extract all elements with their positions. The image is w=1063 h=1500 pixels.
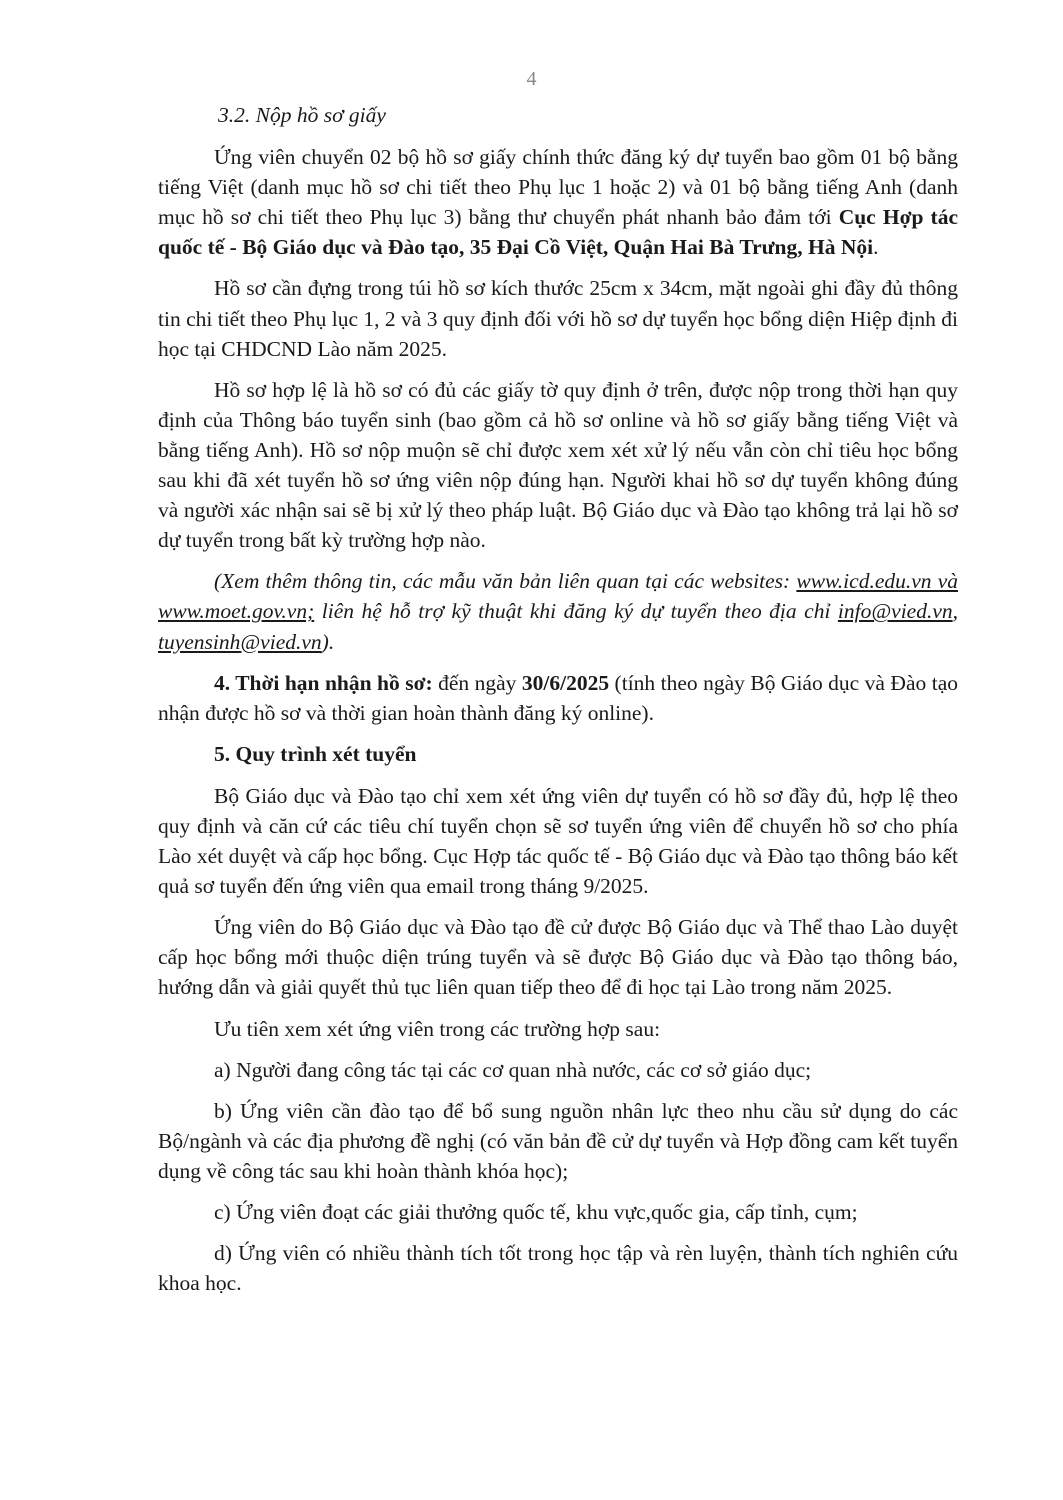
priority-item-b: b) Ứng viên cần đào tạo để bổ sung nguồn nhân lực theo nhu cầu sử dụng do các Bộ/ngành và các địa phương đề nghị (có văn bản đề cử dự tuyển và Hợp đồng cam kết tuyển dụng về công tác sau khi hoàn thành khóa học); xyxy=(158,1098,958,1183)
email-tuyensinh-link[interactable]: tuyensinh@vied.vn xyxy=(158,629,322,654)
page-number: 4 xyxy=(526,68,537,90)
document-body xyxy=(158,100,958,1309)
section-4-deadline: 4. Thời hạn nhận hồ sơ: đến ngày 30/6/2025 (tính theo ngày Bộ Giáo dục và Đào tạo nhận được hồ sơ và thời gian hoàn thành đăng ký online). xyxy=(158,670,958,725)
section-3-2-heading: 3.2. Nộp hồ sơ giấy xyxy=(218,103,386,127)
priority-item-c: c) Ứng viên đoạt các giải thưởng quốc tế, khu vực,quốc gia, cấp tỉnh, cụm; xyxy=(214,1200,858,1224)
section-4-label: 4. Thời hạn nhận hồ sơ: xyxy=(214,670,433,695)
paragraph-valid-dossier: Hồ sơ hợp lệ là hồ sơ có đủ các giấy tờ quy định ở trên, được nộp trong thời hạn quy định của Thông báo tuyển sinh (bao gồm cả hồ sơ online và hồ sơ giấy bằng tiếng Việt và bằng tiếng Anh). Hồ sơ nộp muộn sẽ chỉ được xem xét xử lý nếu vẫn còn chỉ tiêu học bổng sau khi đã xét tuyển hồ sơ ứng viên nộp đúng hạn. Người khai hồ sơ dự tuyển không đúng và người xác nhận sai sẽ bị xử lý theo pháp luật. Bộ Giáo dục và Đào tạo không trả lại hồ sơ dự tuyển trong bất kỳ trường hợp nào. xyxy=(158,377,958,553)
deadline-date: 30/6/2025 xyxy=(521,670,610,695)
submission-address: Cục Hợp tác quốc tế - Bộ Giáo dục và Đào tạo, 35 Đại Cồ Việt, Quận Hai Bà Trưng, Hà Nội xyxy=(158,205,958,260)
paragraph-priority-intro: Ưu tiên xem xét ứng viên trong các trường hợp sau: xyxy=(214,1016,661,1041)
paragraph-more-info: (Xem thêm thông tin, các mẫu văn bản liên quan tại các websites: www.icd.edu.vn và www.moet.gov.vn; liên hệ hỗ trợ kỹ thuật khi đăng ký dự tuyển theo địa chỉ info@vied.vn, tuyensinh@vied.vn). xyxy=(158,569,958,654)
email-info-link[interactable]: info@vied.vn xyxy=(837,599,953,624)
paragraph-paper-submission: Ứng viên chuyển 02 bộ hồ sơ giấy chính thức đăng ký dự tuyển bao gồm 01 bộ bằng tiếng Việt (danh mục hồ sơ chi tiết theo Phụ lục 1 hoặc 2) và 01 bộ bằng tiếng Anh (danh mục hồ sơ chi tiết theo Phụ lục 3) bằng thư chuyển phát nhanh bảo đảm tới Cục Hợp tác quốc tế - Bộ Giáo dục và Đào tạo, 35 Đại Cồ Việt, Quận Hai Bà Trưng, Hà Nội. xyxy=(158,145,958,260)
websites-link[interactable]: www.icd.edu.vn và www.moet.gov.vn; xyxy=(158,569,958,624)
paragraph-approval: Ứng viên do Bộ Giáo dục và Đào tạo đề cử được Bộ Giáo dục và Thể thao Lào duyệt cấp học bổng mới thuộc diện trúng tuyển và sẽ được Bộ Giáo dục và Đào tạo thông báo, hướng dẫn và giải quyết thủ tục liên quan tiếp theo để đi học tại Lào trong năm 2025. xyxy=(158,915,958,1000)
priority-item-a: a) Người đang công tác tại các cơ quan nhà nước, các cơ sở giáo dục; xyxy=(214,1057,812,1082)
paragraph-envelope: Hồ sơ cần đựng trong túi hồ sơ kích thước 25cm x 34cm, mặt ngoài ghi đầy đủ thông tin chi tiết theo Phụ lục 1, 2 và 3 quy định đối với hồ sơ dự tuyển học bổng diện Hiệp định đi học tại CHDCND Lào năm 2025. xyxy=(158,276,958,361)
priority-item-d: d) Ứng viên có nhiều thành tích tốt trong học tập và rèn luyện, thành tích nghiên cứu khoa học. xyxy=(158,1241,958,1296)
section-5-heading: 5. Quy trình xét tuyển xyxy=(214,741,417,766)
paragraph-selection: Bộ Giáo dục và Đào tạo chỉ xem xét ứng viên dự tuyển có hồ sơ đầy đủ, hợp lệ theo quy định và căn cứ các tiêu chí tuyển chọn sẽ sơ tuyển ứng viên để chuyển hồ sơ cho phía Lào xét duyệt và cấp học bổng. Cục Hợp tác quốc tế - Bộ Giáo dục và Đào tạo thông báo kết quả sơ tuyển đến ứng viên qua email trong tháng 9/2025. xyxy=(158,783,958,899)
